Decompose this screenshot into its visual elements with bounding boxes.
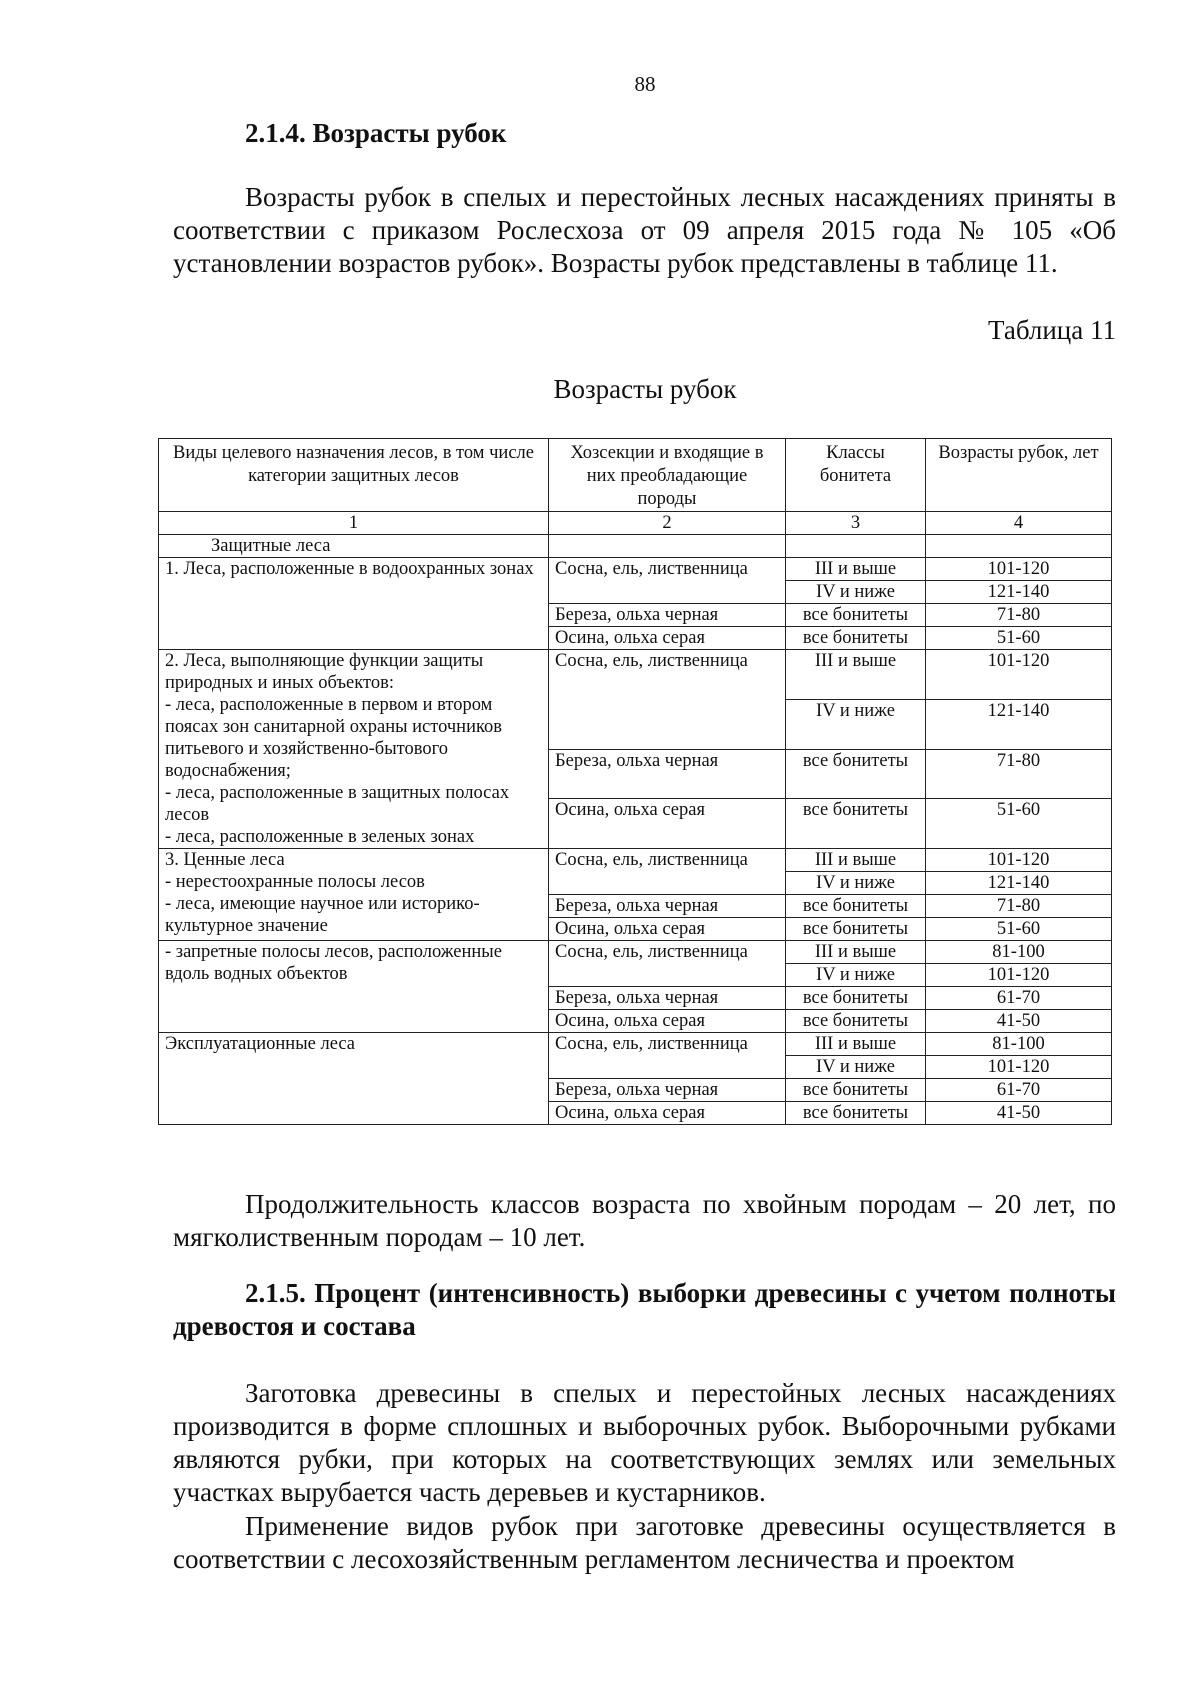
- section-heading-2-1-4: 2.1.4. Возрасты рубок: [245, 118, 507, 148]
- cutting-age-cell: 121-140: [926, 581, 1112, 604]
- category-line: - запретные полосы лесов, расположенные вдоль водных объектов: [165, 942, 502, 984]
- site-class-cell: IV и ниже: [786, 581, 926, 604]
- header-species: Хозсекции и входящие в них преобладающие породы: [549, 439, 786, 512]
- cutting-age-cell: 121-140: [926, 872, 1112, 895]
- species-cell: Береза, ольха черная: [549, 749, 786, 799]
- category-line: 3. Ценные леса: [165, 850, 285, 870]
- cutting-age-cell: 61-70: [926, 987, 1112, 1010]
- site-class-cell: IV и ниже: [786, 872, 926, 895]
- site-class-cell: IV и ниже: [786, 964, 926, 987]
- column-number: 4: [926, 512, 1112, 535]
- category-cell: [159, 941, 549, 1033]
- site-class-cell: все бонитеты: [786, 749, 926, 799]
- cutting-age-cell: 71-80: [926, 749, 1112, 799]
- site-class-cell: III и выше: [786, 941, 926, 964]
- species-cell: Сосна, ель, лиственница: [549, 941, 786, 987]
- category-cell: [159, 650, 549, 849]
- species-cell: Сосна, ель, лиственница: [549, 849, 786, 895]
- category-line: - леса, имеющие научное или историко-культурное значение: [165, 894, 480, 936]
- species-cell: Осина, ольха серая: [549, 799, 786, 849]
- column-number: 2: [549, 512, 786, 535]
- species-cell: Осина, ольха серая: [549, 627, 786, 650]
- site-class-cell: все бонитеты: [786, 799, 926, 849]
- column-number: 1: [159, 512, 549, 535]
- cutting-age-cell: 101-120: [926, 964, 1112, 987]
- cutting-age-cell: 51-60: [926, 627, 1112, 650]
- site-class-cell: IV и ниже: [786, 699, 926, 749]
- cutting-ages-table: [158, 438, 1112, 1125]
- category-line: Эксплуатационные леса: [165, 1034, 356, 1054]
- column-number: 3: [786, 512, 926, 535]
- cutting-age-cell: 51-60: [926, 918, 1112, 941]
- cutting-age-cell: 71-80: [926, 604, 1112, 627]
- category-cell: [159, 849, 549, 941]
- table-row: [159, 849, 1112, 872]
- site-class-cell: III и выше: [786, 650, 926, 700]
- category-cell: [159, 1033, 549, 1125]
- cutting-age-cell: 101-120: [926, 650, 1112, 700]
- cutting-age-cell: 101-120: [926, 1056, 1112, 1079]
- site-class-cell: все бонитеты: [786, 1079, 926, 1102]
- site-class-cell: III и выше: [786, 1033, 926, 1056]
- site-class-cell: все бонитеты: [786, 1102, 926, 1125]
- age-class-paragraph: Продолжительность классов возраста по хвойным породам – 20 лет, по мягколиственным породам – 10 лет.: [173, 1189, 1116, 1252]
- table-row: [159, 1033, 1112, 1056]
- cutting-age-cell: 81-100: [926, 941, 1112, 964]
- species-cell: Сосна, ель, лиственница: [549, 558, 786, 604]
- category-line: 2. Леса, выполняющие функции защиты природных и иных объектов:: [165, 651, 484, 693]
- cutting-age-cell: 71-80: [926, 895, 1112, 918]
- cutting-age-cell: 121-140: [926, 699, 1112, 749]
- table-title: Возрасты рубок: [553, 374, 737, 404]
- table-body: [159, 535, 1112, 1125]
- page-number: 88: [634, 72, 656, 96]
- category-cell: [159, 558, 549, 650]
- site-class-cell: все бонитеты: [786, 1010, 926, 1033]
- site-class-cell: IV и ниже: [786, 1056, 926, 1079]
- species-cell: Береза, ольха черная: [549, 895, 786, 918]
- group-title: Защитные леса: [159, 535, 549, 558]
- section-heading-2-1-5: 2.1.5. Процент (интенсивность) выборки древесины с учетом полноты древостоя и состава: [173, 1278, 1116, 1341]
- header-site-class: Классы бонитета: [786, 439, 926, 512]
- table-label: Таблица 11: [988, 315, 1116, 345]
- species-cell: Осина, ольха серая: [549, 1102, 786, 1125]
- species-cell: Осина, ольха серая: [549, 1010, 786, 1033]
- category-line: - леса, расположенные в зеленых зонах: [165, 827, 475, 847]
- cutting-age-cell: 51-60: [926, 799, 1112, 849]
- table-row: [159, 558, 1112, 581]
- table-row: [159, 941, 1112, 964]
- species-cell: Сосна, ель, лиственница: [549, 1033, 786, 1079]
- site-class-cell: все бонитеты: [786, 987, 926, 1010]
- site-class-cell: все бонитеты: [786, 627, 926, 650]
- species-cell: Сосна, ель, лиственница: [549, 650, 786, 750]
- cutting-age-cell: 81-100: [926, 1033, 1112, 1056]
- cutting-age-cell: 61-70: [926, 1079, 1112, 1102]
- category-line: - нерестоохранные полосы лесов: [165, 872, 425, 892]
- category-line: - леса, расположенные в защитных полосах лесов: [165, 783, 510, 825]
- site-class-cell: III и выше: [786, 849, 926, 872]
- species-cell: Береза, ольха черная: [549, 604, 786, 627]
- header-cutting-age: Возрасты рубок, лет: [926, 439, 1112, 512]
- harvest-paragraph-2: Применение видов рубок при заготовке древесины осуществляется в соответствии с лесохозяйственным регламентом лесничества и проектом: [173, 1511, 1116, 1574]
- species-cell: Осина, ольха серая: [549, 918, 786, 941]
- table-row: [159, 650, 1112, 700]
- header-purpose: Виды целевого назначения лесов, в том числе категории защитных лесов: [159, 439, 549, 512]
- species-cell: Береза, ольха черная: [549, 1079, 786, 1102]
- cutting-age-cell: 41-50: [926, 1010, 1112, 1033]
- site-class-cell: все бонитеты: [786, 604, 926, 627]
- site-class-cell: III и выше: [786, 558, 926, 581]
- harvest-paragraph-1: Заготовка древесины в спелых и перестойных лесных насаждениях производится в форме сплошных и выборочных рубок. Выборочными рубками являются рубки, при которых на соответствующих землях или земельных участках вырубается часть деревьев и кустарников.: [173, 1378, 1116, 1507]
- cutting-age-cell: 41-50: [926, 1102, 1112, 1125]
- category-line: - леса, расположенные в первом и втором поясах зон санитарной охраны источников питьевого и хозяйственно-бытового водоснабжения;: [165, 695, 503, 781]
- site-class-cell: все бонитеты: [786, 918, 926, 941]
- cutting-age-cell: 101-120: [926, 849, 1112, 872]
- category-line: 1. Леса, расположенные в водоохранных зонах: [165, 559, 534, 579]
- species-cell: Береза, ольха черная: [549, 987, 786, 1010]
- cutting-age-cell: 101-120: [926, 558, 1112, 581]
- intro-paragraph: Возрасты рубок в спелых и перестойных лесных насаждениях приняты в соответствии с приказом Рослесхоза от 09 апреля 2015 года № 105 «Об установлении возрастов рубок». Возрасты рубок представлены в таблице 11.: [173, 182, 1116, 278]
- site-class-cell: все бонитеты: [786, 895, 926, 918]
